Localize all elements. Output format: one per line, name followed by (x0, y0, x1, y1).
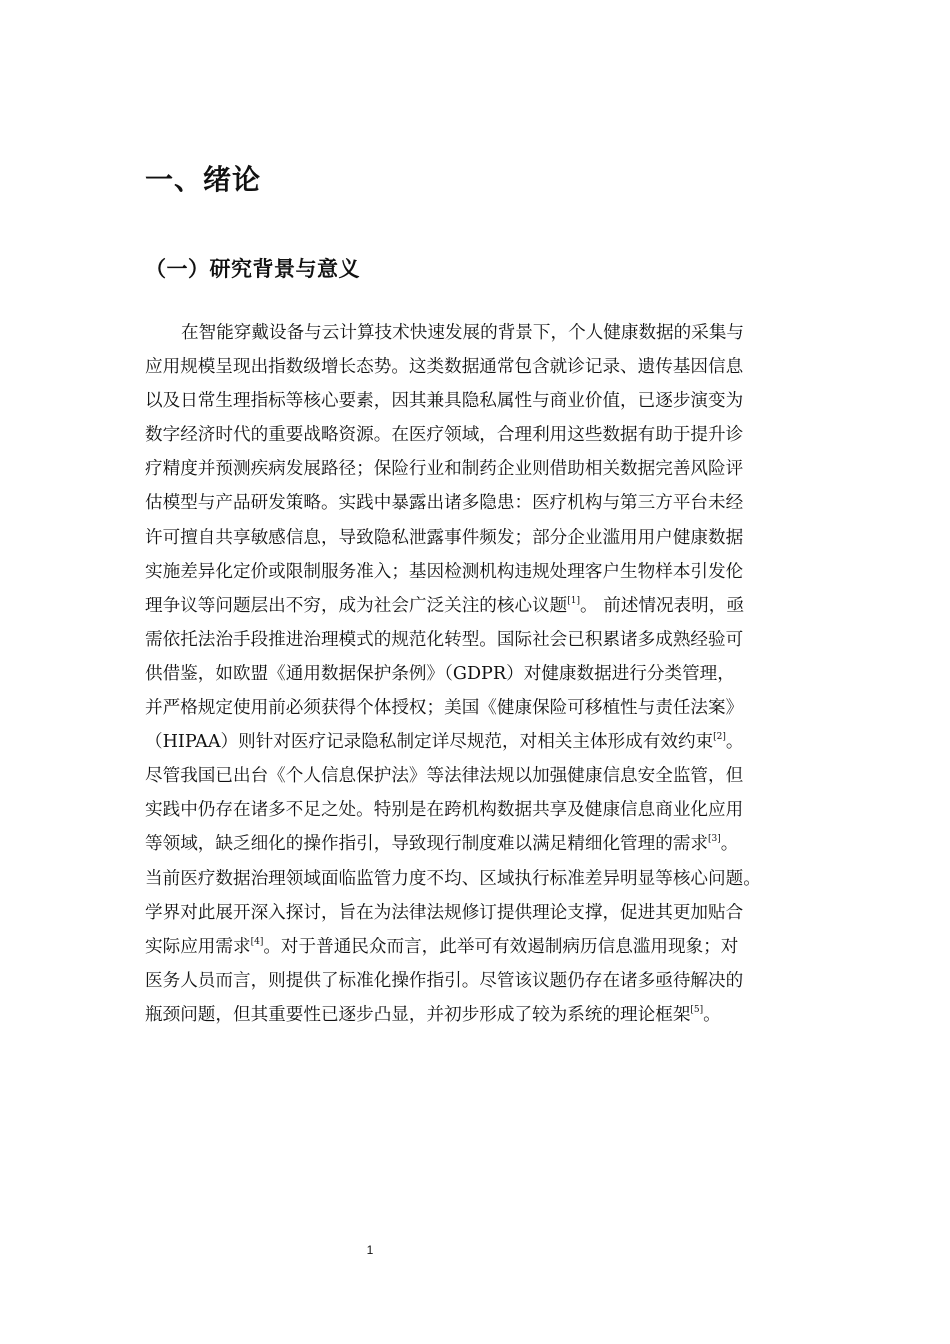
text-line (145, 350, 845, 384)
text-line (145, 759, 845, 793)
line-text: 当前医疗数据治理领域面临监管力度不均、区域执行标准差异明显等核心问题。 (145, 868, 761, 889)
text-line (145, 862, 845, 896)
citation-ref: [3] (708, 834, 721, 845)
text-line (145, 384, 845, 418)
line-text: 在智能穿戴设备与云计算技术快速发展的背景下，个人健康数据的采集与 (181, 323, 745, 343)
body-paragraph (145, 316, 845, 1032)
line-text: 以及日常生理指标等核心要素，因其兼具隐私属性与商业价值，已逐步演变为 (145, 391, 744, 412)
text-line (145, 725, 845, 759)
text-line (145, 486, 845, 520)
text-line (145, 691, 845, 725)
line-text: 数字经济时代的重要战略资源。在医疗领域，合理利用这些数据有助于提升诊 (145, 425, 744, 446)
text-line (145, 964, 845, 998)
line-text: 需依托法治手段推进治理模式的规范化转型。国际社会已积累诸多成熟经验可 (145, 629, 744, 650)
line-text: 估模型与产品研发策略。实践中暴露出诸多隐患：医疗机构与第三方平台未经 (145, 493, 744, 514)
line-text: 尽管我国已出台《个人信息保护法》等法律法规以加强健康信息安全监管，但 (145, 766, 744, 787)
text-line (145, 896, 845, 930)
line-text: 瓶颈问题，但其重要性已逐步凸显，并初步形成了较为系统的理论框架 (145, 1004, 691, 1025)
citation-ref: [1] (567, 595, 581, 606)
section-heading: （一）研究背景与意义 (145, 257, 360, 281)
line-text: 实践中仍存在诸多不足之处。特别是在跨机构数据共享及健康信息商业化应用 (145, 800, 744, 821)
text-line (145, 452, 845, 486)
text-line (145, 998, 845, 1032)
text-line (145, 623, 845, 657)
page-number: 1 (366, 1243, 374, 1257)
citation-ref: [2] (713, 732, 726, 743)
line-text: 等领域，缺乏细化的操作指引，导致现行制度难以满足精细化管理的需求 (145, 834, 709, 855)
text-line (145, 418, 845, 452)
line-text: 实际应用需求 (145, 936, 251, 957)
line-text: 实施差异化定价或限制服务准入；基因检测机构违规处理客户生物样本引发伦 (145, 561, 744, 582)
line-text-after: 。 (703, 1004, 721, 1025)
text-line (145, 316, 845, 350)
citation-ref: [4] (250, 936, 264, 947)
line-text: 学界对此展开深入探讨，旨在为法律法规修订提供理论支撑，促进其更加贴合 (145, 902, 744, 923)
line-text-after: 。 (720, 834, 739, 855)
line-text: 许可擅自共享敏感信息，导致隐私泄露事件频发；部分企业滥用用户健康数据 (145, 527, 744, 548)
text-line (145, 930, 845, 964)
text-line (145, 555, 845, 589)
line-text-after: 。 (725, 732, 744, 753)
chapter-heading: 一、绪论 (145, 163, 262, 196)
text-line (145, 589, 845, 623)
line-text: 医务人员而言，则提供了标准化操作指引。尽管该议题仍存在诸多亟待解决的 (145, 970, 744, 991)
text-line (145, 827, 845, 861)
line-text-after: 。 前述情况表明，亟 (580, 595, 744, 616)
text-line (145, 657, 845, 691)
line-text: 理争议等问题层出不穷，成为社会广泛关注的核心议题 (145, 595, 568, 616)
line-text: 疗精度并预测疾病发展路径；保险行业和制药企业则借助相关数据完善风险评 (145, 459, 744, 480)
line-text-after: 。对于普通民众而言，此举可有效遏制病历信息滥用现象；对 (263, 936, 739, 957)
text-line (145, 793, 845, 827)
line-text: （HIPAA）则针对医疗记录隐私制定详尽规范，对相关主体形成有效约束 (145, 732, 714, 753)
line-text: 并严格规定使用前必须获得个体授权；美国《健康保险可移植性与责任法案》 (145, 698, 744, 719)
line-text: 供借鉴，如欧盟《通用数据保护条例》（GDPR）对健康数据进行分类管理， (145, 663, 735, 684)
text-line (145, 521, 845, 555)
citation-ref: [5] (690, 1004, 704, 1015)
line-text: 应用规模呈现出指数级增长态势。这类数据通常包含就诊记录、遗传基因信息 (145, 357, 744, 378)
